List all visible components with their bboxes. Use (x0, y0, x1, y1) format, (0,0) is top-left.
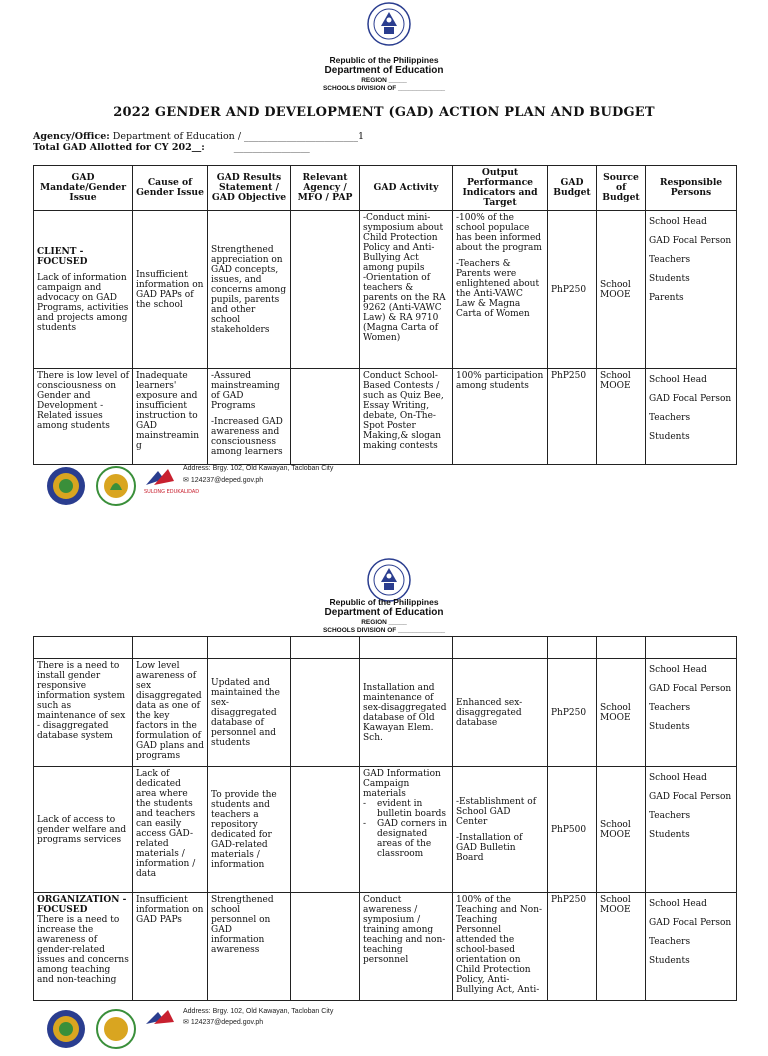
agency-line (33, 131, 364, 142)
cause-cell: Insufficient information on GAD PAPs of the school (133, 211, 208, 369)
activity-text: GAD Information Campaign materials (363, 769, 441, 799)
mandate-cell: There is a need to install gender responsive information system such as maintenance of sex - disaggregated database system (34, 659, 133, 767)
department-text: Department of Education (324, 65, 444, 76)
table-header-row-empty (34, 637, 737, 659)
sulong-edukalidad-logo-icon (144, 467, 200, 497)
persons-cell (646, 211, 737, 369)
output-cell: 100% participation among students (453, 369, 548, 465)
total-label: Total GAD Allotted for CY 202__: (33, 142, 205, 153)
result-cell: To provide the students and teachers a repository dedicated for GAD-related materials / information (208, 767, 291, 893)
budget-cell: PhP250 (548, 659, 597, 767)
mandate-cell: Lack of access to gender welfare and programs services (34, 767, 133, 893)
activity-bullet: - evident in bulletin boards (363, 799, 447, 819)
cause-cell: Inadequate learners' exposure and insufficient instruction to GAD mainstreamin g (133, 369, 208, 465)
footer (40, 1006, 740, 1056)
budget-cell: PhP500 (548, 767, 597, 893)
persons-cell (646, 893, 737, 1001)
activity-text: -Conduct mini-symposium about Child Protection Policy and Anti-Bullying Act among pupils (363, 213, 444, 273)
agency-cell (291, 659, 360, 767)
output-text: -100% of the school populace has been informed about the program (456, 213, 542, 253)
person-item: Teachers (649, 703, 691, 713)
source-cell: School MOOE (597, 211, 646, 369)
budget-cell: PhP250 (548, 369, 597, 465)
output-cell: Enhanced sex-disaggregated database (453, 659, 548, 767)
persons-cell (646, 659, 737, 767)
total-line (33, 142, 310, 153)
column-header: Responsible Persons (646, 166, 737, 211)
footer-email-line (183, 475, 263, 486)
letterhead (0, 597, 768, 635)
activity-cell: Installation and maintenance of sex-disaggregated database of Old Kawayan Elem. Sch. (360, 659, 453, 767)
person-item: School Head (649, 773, 707, 783)
agency-cell (291, 369, 360, 465)
person-item: GAD Focal Person (649, 236, 732, 246)
person-item: Students (649, 432, 690, 442)
activity-cell (360, 211, 453, 369)
person-item: School Head (649, 899, 707, 909)
person-item: School Head (649, 217, 707, 227)
person-item: Parents (649, 293, 684, 303)
result-cell: Strengthened appreciation on GAD concepts, issues, and concerns among pupils, parents and other school stakeholders (208, 211, 291, 369)
email-icon: ✉ (183, 477, 189, 484)
result-text: -Assured mainstreaming of GAD Programs (211, 371, 280, 411)
deped-seal-icon (367, 558, 411, 602)
table-row (34, 369, 737, 465)
mandate-text: There is low level of consciousness on Gender and Development - Related issues among students (37, 371, 129, 431)
table-row (34, 211, 737, 369)
source-cell: School MOOE (597, 659, 646, 767)
output-cell (453, 767, 548, 893)
activity-text: -Orientation of teachers & parents on the RA 9262 (Anti-VAWC Law) & RA 9710 (Magna Carta of Women) (363, 273, 446, 343)
section-label: CLIENT - FOCUSED (37, 246, 88, 267)
republic-text: Republic of the Philippines (329, 55, 439, 65)
column-header: Source of Budget (597, 166, 646, 211)
budget-cell: PhP250 (548, 211, 597, 369)
column-header: Cause of Gender Issue (133, 166, 208, 211)
plan-table (33, 165, 737, 465)
source-cell: School MOOE (597, 369, 646, 465)
footer-email-line (183, 1017, 263, 1024)
column-header: GAD Mandate/Gender Issue (34, 166, 133, 211)
mandate-cell (34, 369, 133, 465)
table-row (34, 767, 737, 893)
page-1 (0, 0, 768, 520)
person-item: Teachers (649, 255, 691, 265)
mandate-text: There is a need to increase the awareness of gender-related issues and concerns among teaching and non-teaching (37, 915, 129, 985)
table-row (34, 659, 737, 767)
region-text: REGION _____ (361, 619, 407, 626)
person-item: Students (649, 274, 690, 284)
output-text: -Installation of GAD Bulletin Board (456, 832, 523, 863)
column-header: GAD Activity (360, 166, 453, 211)
result-cell: Strengthened school personnel on GAD information awareness (208, 893, 291, 1001)
person-item: School Head (649, 375, 707, 385)
division-seal-icon (46, 1009, 86, 1049)
logo-text: SULONG EDUKALIDAD (144, 489, 200, 495)
result-cell: Updated and maintained the sex-disaggregated database of personnel and students (208, 659, 291, 767)
footer (40, 463, 740, 513)
person-item: Teachers (649, 937, 691, 947)
agency-cell (291, 211, 360, 369)
footer-email: 124237@deped.gov.ph (190, 477, 264, 484)
footer-email: 124237@deped.gov.ph (190, 1019, 264, 1026)
cause-cell: Lack of dedicated area where the students and teachers can easily access GAD-related materials / information / data (133, 767, 208, 893)
person-item: Students (649, 830, 690, 840)
source-cell: School MOOE (597, 767, 646, 893)
letterhead (0, 55, 768, 93)
persons-cell (646, 767, 737, 893)
person-item: GAD Focal Person (649, 792, 732, 802)
agency-label: Agency/Office: (33, 131, 110, 142)
footer-address: Address: Brgy. 102, Old Kawayan, Tacloban City (183, 1008, 334, 1015)
persons-cell (646, 369, 737, 465)
total-value: ________________ (233, 142, 310, 153)
agency-cell (291, 893, 360, 1001)
source-cell: School MOOE (597, 893, 646, 1001)
column-header: GAD Budget (548, 166, 597, 211)
agency-cell (291, 767, 360, 893)
person-item: Teachers (649, 413, 691, 423)
table-header-row (34, 166, 737, 211)
person-item: GAD Focal Person (649, 918, 732, 928)
person-item: Teachers (649, 811, 691, 821)
mandate-text: Lack of information campaign and advocacy on GAD Programs, activities and projects among students (37, 272, 129, 333)
output-cell: 100% of the Teaching and Non-Teaching Personnel attended the school-based orientation on Child Protection Policy, Anti-Bullying Act, Anti- (453, 893, 548, 1001)
activity-cell: Conduct School-Based Contests / such as Quiz Bee, Essay Writing, debate, On-The-Spot Poster Making,& slogan making contests (360, 369, 453, 465)
division-text: SCHOOLS DIVISION OF _____________ (322, 627, 446, 634)
budget-cell: PhP250 (548, 893, 597, 1001)
person-item: GAD Focal Person (649, 394, 732, 404)
agency-value: Department of Education / ________________________1 (112, 131, 365, 142)
mandate-cell (34, 211, 133, 369)
school-seal-icon (96, 466, 136, 506)
division-text: SCHOOLS DIVISION OF _____________ (322, 85, 446, 92)
output-text: -Teachers & Parents were enlightened about the Anti-VAWC Law & Magna Carta of Women (456, 259, 540, 319)
activity-cell (360, 767, 453, 893)
cause-cell: Insufficient information on GAD PAPs (133, 893, 208, 1001)
person-item: School Head (649, 665, 707, 675)
activity-bullet: - GAD corners in designated areas of the classroom (363, 819, 448, 859)
result-text: -Increased GAD awareness and consciousness among learners (211, 417, 283, 457)
mandate-cell (34, 893, 133, 1001)
person-item: GAD Focal Person (649, 684, 732, 694)
deped-seal-icon (367, 2, 411, 46)
email-icon: ✉ (183, 1019, 189, 1026)
column-header: Relevant Agency / MFO / PAP (291, 166, 360, 211)
republic-text: Republic of the Philippines (329, 597, 439, 607)
column-header: GAD Results Statement / GAD Objective (208, 166, 291, 211)
footer-address: Address: Brgy. 102, Old Kawayan, Tacloban City (183, 465, 334, 472)
cause-cell: Low level awareness of sex disaggregated data as one of the key factors in the formulation of GAD plans and programs (133, 659, 208, 767)
page-2 (0, 540, 768, 1024)
table-row (34, 893, 737, 1001)
activity-cell: Conduct awareness / symposium / training among teaching and non-teaching personnel (360, 893, 453, 1001)
result-cell (208, 369, 291, 465)
person-item: Students (649, 722, 690, 732)
department-text: Department of Education (324, 607, 444, 618)
output-text: -Establishment of School GAD Center (456, 796, 537, 827)
person-item: Students (649, 956, 690, 966)
sulong-edukalidad-logo-icon (144, 1010, 178, 1024)
section-label: ORGANIZATION - FOCUSED (37, 895, 127, 915)
region-text: REGION _____ (361, 77, 407, 84)
school-seal-icon (96, 1009, 136, 1049)
division-seal-icon (46, 466, 86, 506)
output-cell (453, 211, 548, 369)
page-title: 2022 GENDER AND DEVELOPMENT (GAD) ACTION PLAN AND BUDGET (113, 105, 655, 120)
plan-table (33, 636, 737, 1001)
column-header: Output Performance Indicators and Target (453, 166, 548, 211)
